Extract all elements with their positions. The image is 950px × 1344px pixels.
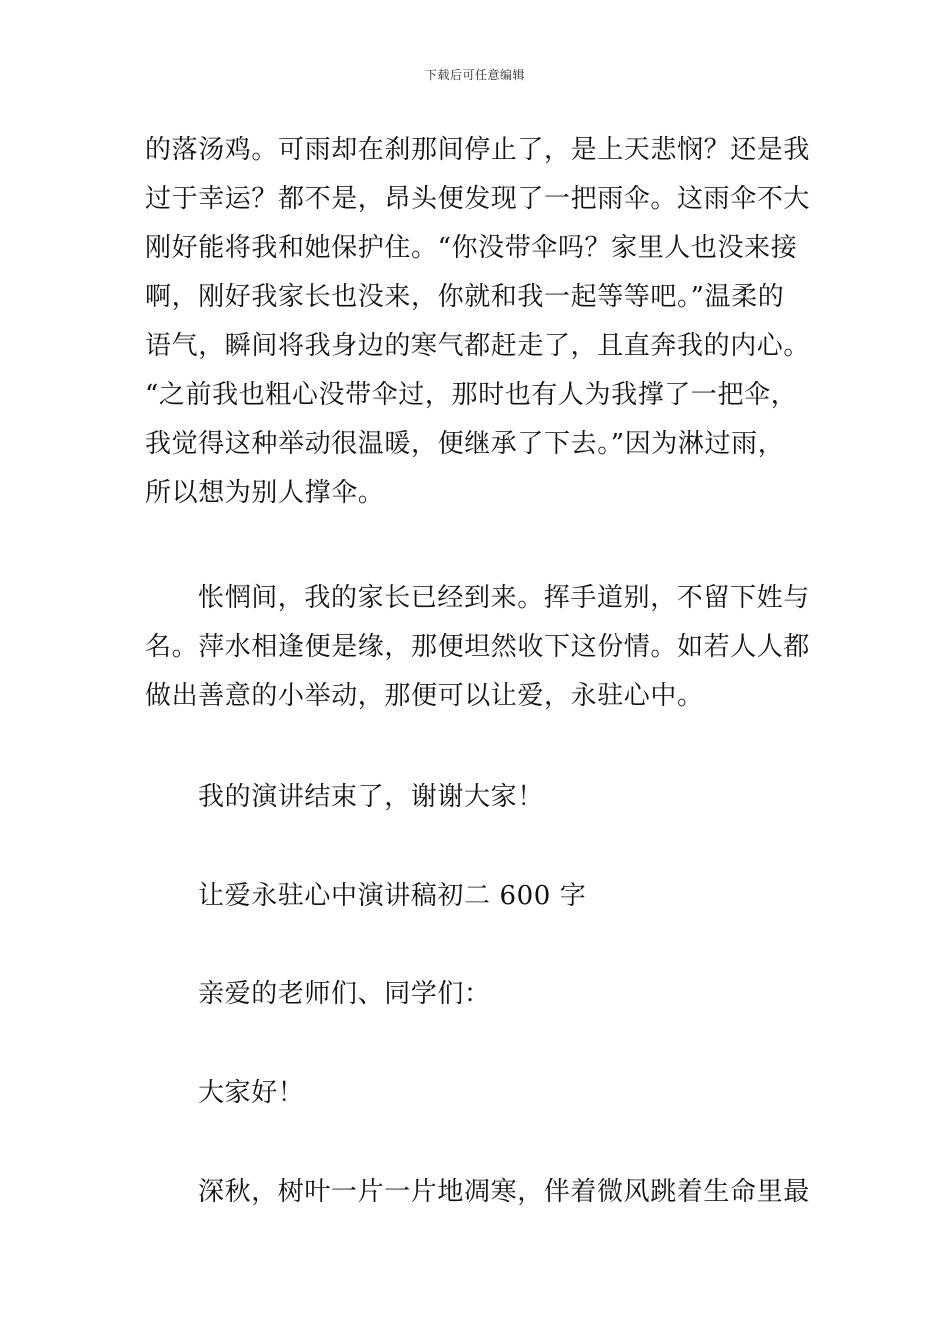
text-line: 刚好能将我和她保护住。“你没带伞吗？家里人也没来接 — [145, 233, 798, 263]
text-line: 语气，瞬间将我身边的寒气都赶走了，且直奔我的内心。 — [145, 331, 811, 361]
paragraph-autumn — [145, 1168, 810, 1217]
text-line: 亲爱的老师们、同学们： — [198, 979, 491, 1009]
paragraph-salutation — [145, 970, 810, 1019]
text-line: 啊，刚好我家长也没来，你就和我一起等等吧。”温柔的 — [145, 282, 785, 312]
text-line: 深秋，树叶一片一片地凋寒，伴着微风跳着生命里最 — [198, 1177, 810, 1207]
text-line: 让爱永驻心中演讲稿初二 600 字 — [198, 881, 587, 911]
text-line: 我的演讲结束了，谢谢大家！ — [198, 782, 544, 812]
page-header: 下载后可任意编辑 — [424, 68, 525, 82]
section-title — [145, 872, 810, 921]
paragraph-farewell — [145, 574, 810, 721]
text-line: 所以想为别人撑伞。 — [145, 478, 385, 508]
text-line: 做出善意的小举动，那便可以让爱，永驻心中。 — [145, 681, 704, 711]
paragraph-closing — [145, 773, 810, 822]
text-line: 怅惘间，我的家长已经到来。挥手道别，不留下姓与 — [198, 583, 810, 613]
text-line: 大家好！ — [198, 1078, 305, 1108]
paragraph-greeting — [145, 1069, 810, 1118]
text-line: 我觉得这种举动很温暖，便继承了下去。”因为淋过雨， — [145, 429, 785, 459]
text-line: 的落汤鸡。可雨却在刹那间停止了，是上天悲悯？还是我 — [145, 135, 811, 165]
text-line: “之前我也粗心没带伞过，那时也有人为我撑了一把伞， — [145, 380, 798, 410]
paragraph-umbrella-story — [145, 126, 810, 518]
text-line: 过于幸运？都不是，昂头便发现了一把雨伞。这雨伞不大 — [145, 184, 811, 214]
text-line: 名。萍水相逢便是缘，那便坦然收下这份情。如若人人都 — [145, 632, 811, 662]
